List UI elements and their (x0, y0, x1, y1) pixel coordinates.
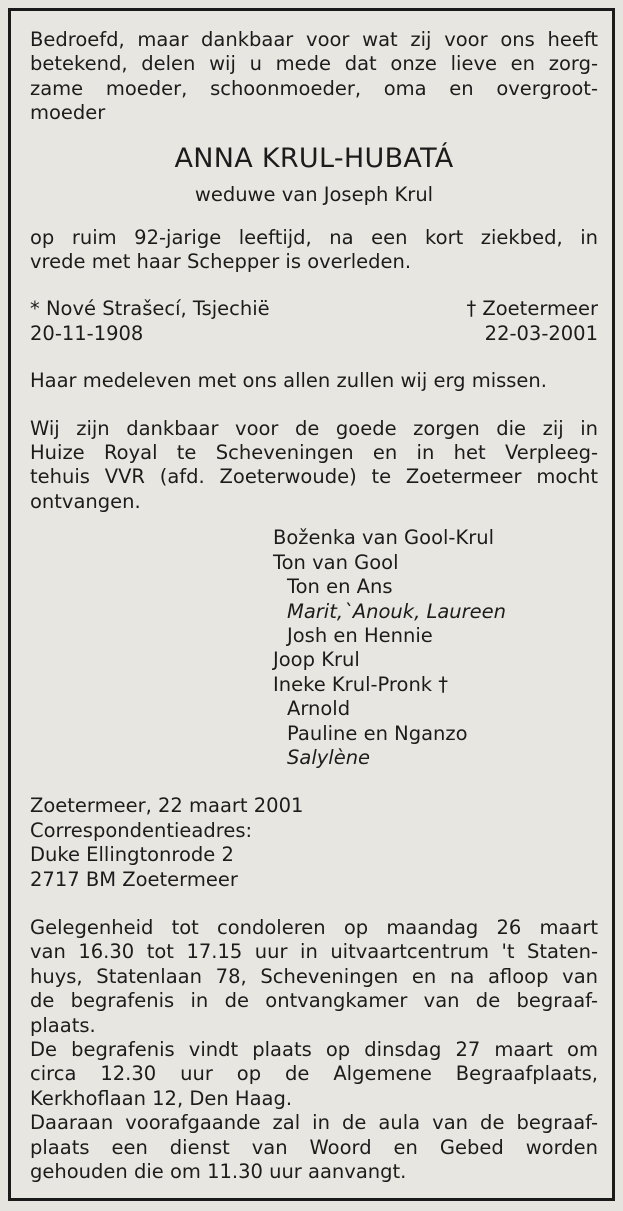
relative-name: Boženka van Gool-Krul (273, 526, 495, 550)
relative-name: Ineke Krul-Pronk † (273, 672, 449, 696)
service-line: plaats een dienst van Woord en Gebed worden (30, 1135, 598, 1159)
thanks-line: Huize Royal te Scheveningen en in het Verpleeg- (30, 441, 598, 465)
correspondence-city: 2717 BM Zoetermeer (30, 867, 238, 891)
thanks-line: ontvangen. (30, 489, 141, 513)
grandchildren-names: Salylène (287, 745, 371, 769)
birth-info (30, 297, 270, 346)
service-line: gehouden die om 11.30 uur aanvangt. (30, 1160, 407, 1184)
thanks-line: Wij zijn dankbaar voor de goede zorgen die zij in (30, 416, 598, 440)
widow-of: weduwe van Joseph Krul (194, 182, 434, 206)
condolence-paragraph (30, 916, 598, 1038)
address-block (30, 794, 598, 892)
service-paragraph (30, 1111, 598, 1184)
passing-line: vrede met haar Schepper is overleden. (30, 250, 412, 274)
birth-date: 20-11-1908 (30, 321, 144, 345)
relative-name: Ton van Gool (273, 550, 399, 574)
service-line: Daaraan voorafgaande zal in de aula van de begraaf- (30, 1111, 598, 1135)
condolence-line: Gelegenheid tot condoleren op maandag 26 maart (30, 915, 598, 939)
funeral-line: De begrafenis vindt plaats op dinsdag 27 maart om (30, 1038, 598, 1061)
place-date: Zoetermeer, 22 maart 2001 (30, 794, 304, 818)
condolence-line: de begrafenis in de ontvangkamer van de begraaf- (30, 989, 598, 1013)
funeral-line: Kerkhoflaan 12, Den Haag. (30, 1086, 293, 1110)
dates-block (30, 297, 598, 346)
death-place: † Zoetermeer (466, 297, 598, 321)
death-info (466, 297, 598, 346)
thanks-paragraph (30, 417, 598, 515)
relative-name: Pauline en Nganzo (287, 721, 468, 745)
passing-line: op ruim 92-jarige leeftijd, na een kort ziekbed, in (30, 225, 598, 249)
missing-sentence: Haar medeleven met ons allen zullen wij erg missen. (30, 369, 547, 393)
obituary-content (30, 28, 598, 1184)
funeral-line: circa 12.30 uur op de Algemene Begraafplaats, (30, 1062, 598, 1086)
relative-name: Josh en Hennie (287, 623, 433, 647)
intro-line: zame moeder, schoonmoeder, oma en overgroot- (30, 76, 598, 100)
condolence-line: van 16.30 tot 17.15 uur in uitvaartcentrum 't Staten- (30, 940, 598, 964)
funeral-paragraph (30, 1038, 598, 1111)
condolence-line: huys, Statenlaan 78, Scheveningen en na afloop van (30, 964, 598, 988)
intro-paragraph (30, 28, 598, 126)
intro-line: moeder (30, 101, 106, 125)
relative-name: Ton en Ans (287, 575, 393, 599)
deceased-name: ANNA KRUL-HUBATÁ (174, 142, 454, 174)
thanks-line: tehuis VVR (afd. Zoeterwoude) te Zoetermeer mocht (30, 465, 598, 489)
grandchildren-names: Marit,`Anouk, Laureen (287, 599, 507, 623)
intro-line: Bedroefd, maar dankbaar voor wat zij voor ons heeft (30, 28, 598, 51)
intro-line: betekend, delen wij u mede dat onze lieve en zorg- (30, 52, 598, 76)
obituary-frame (8, 8, 615, 1201)
relative-name: Arnold (287, 697, 351, 721)
death-date: 22-03-2001 (484, 321, 598, 345)
correspondence-label: Correspondentieadres: (30, 818, 253, 842)
condolence-line: plaats. (30, 1013, 96, 1037)
relatives-list (273, 526, 598, 770)
passing-paragraph (30, 226, 598, 275)
correspondence-street: Duke Ellingtonrode 2 (30, 843, 234, 867)
relative-name: Joop Krul (273, 648, 360, 672)
birth-place: * Nové Strašecí, Tsjechië (30, 297, 270, 321)
